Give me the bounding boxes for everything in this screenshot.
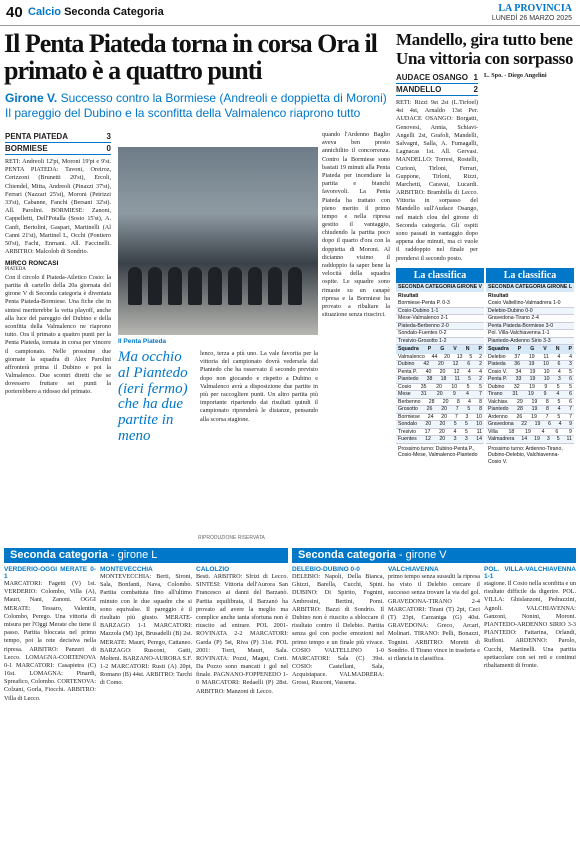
table-cell: 8 [546,406,549,412]
table-cell: 2 [479,376,482,382]
table-cell: Mese [398,391,411,397]
bottom-column-text: DELEBIO: Napoli, Della Bianca, Ghizzi, Barella, Cucchi, Spini. DUBINO: Di Spirito, Fognini, Ambrosini, Bertini, Pomi. ARBITRO: Bazzi di Sondrio. Il Dubino non è riuscito a sbloccare il risultato contro il Delebio. Partita senza gol con poche emozioni nel primo tempo e un finale più vivace. COSIO VALTELLINO 1-0 MARCATORI: Sala (C) 39st. COSIO: Castellani, Sala, Acquistapace. VALMADRERA: Grossi, Rusconi, Vassena. [292,573,384,687]
table-cell: 3 [464,436,468,442]
player-figure [208,267,222,305]
table-cell: 31 [512,391,519,397]
side-score-home: AUDACE OSANGO 1 [396,73,478,82]
table-cell: Tresivio [398,428,416,435]
player-figure [288,267,302,305]
table-cell: 29 [516,398,523,405]
table-cell: 5 [469,353,473,360]
table-cell: 4 [557,353,561,360]
table-row [396,354,484,362]
table-cell: 5 [556,383,560,390]
table-cell: 6 [467,361,471,367]
results-title: Risultati [398,292,419,299]
table-cell: 6 [555,428,559,435]
table-cell: Piantedo [398,376,419,382]
side-headline: Mandello, gira tutto bene Una vittoria con sorpasso [396,30,574,69]
table-cell: 5 [465,428,468,435]
table-cell: Grosotto [398,406,418,412]
table-cell: 8 [479,398,482,405]
table-cell: 3 [569,361,572,367]
pull-quote: Ma occhio al Piantedo (ieri fermo) che ha due partite in meno [118,349,188,444]
table-cell: 20 [439,421,446,427]
byline: MIRCO RONCASI [5,260,59,268]
table-rows [396,354,484,444]
column-header: N [465,346,470,352]
subsection-name: Seconda Categoria [64,6,164,18]
table-cell: 9 [452,391,456,397]
table-cell: 44 [431,353,438,360]
table-cell: 24 [427,413,434,420]
column-header: N [555,346,560,352]
table-cell: 12 [452,361,459,367]
table-cell: Ardenno [488,413,508,420]
table-cell: 33 [515,376,522,382]
result-item: Penta Piateda-Bormiese 3-0 [486,323,574,331]
issue-date: LUNEDÌ 26 MARZO 2025 [491,15,572,22]
player-figure [248,267,262,305]
table-cell: 12 [453,368,460,375]
article-column-2: lenco, terza a più uno. La vale favorita per la vittoria del campionato dovrà vedersela dal Piantedo che ha osservato il secondo previsto dopo non giocando e rispetto a Dubino e Valmalenco avrà a disposizione due partite in più per raccogliere punti. Un altro partita più importante ripartendo dai risultati quindi il campionato riprenderà le distanze, pensando alla scorsa stagione. [200,350,318,423]
table-cell: 5 [557,413,561,420]
result-item: Pol. Villa-Valchiavenna 1-1 [486,330,574,338]
bottom-column [388,566,480,846]
table-cell: 8 [545,398,549,405]
table-row [396,391,484,399]
table-cell: 5 [464,421,468,427]
result-item: Gravedona-Tirano 2-4 [486,315,574,323]
table-cell: Piateda [488,361,506,367]
table-cell: 2 [479,353,482,360]
table-cell: 11 [543,353,549,360]
table-row [396,436,484,444]
table-cell: Sondalo [398,421,418,427]
table-cell: 31 [420,391,427,397]
bottom-column-text: primo tempo senza sussulti la ripresa ha visto il Delebio cercare il successo senza trovare la via del gol. GRAVEDONA-TIRANO 2-4 MARCATORI: Tirani (T) 2pt, Ceci (T) 23pt, Carzaniga (G) 40st. GRAVEDONA: Greco, Arcari, Molinari. TIRANO: Pelli, Bonazzi, Tognini. ARBITRO: Moretti di Sondrio. Il Tirano vince in trasferta e si rilancia in classifica. [388,573,480,662]
column-header: P [427,346,432,352]
score-home: PENTA PIATEDA 3 [5,132,111,141]
table-cell: 12 [425,436,431,442]
table-row [396,384,484,392]
player-figure [228,267,242,305]
table-cell: 32 [513,383,520,390]
table-cell: 9 [543,391,547,397]
bottom-column [292,566,384,846]
table-cell: 10 [476,421,482,427]
bottom-column-text: stagione. Il Cosio nella sconfitta e un risultato difficile da digerire. POL. VILLA: Ghislanzoni, Pedrazzini, Agnoli. VALCHIAVENNA: Ganzoni, Nonini, Moroni. PIANTEDO-ARDENNO SIRIO 3-3 PIANTEDO: Fattarina, Orlandi, Ruffoni. ARDENNO: Parolo, Cucchi, Martinelli. Una partita spettacolare con sei reti e continui ribaltamenti di fronte. [484,580,576,669]
bottom-column-title: DELEBIO-DUBINO 0-0 [292,566,360,573]
table-cell: 19 [534,421,541,427]
article-column-3: quando l'Ardenno Baglio aveva ben presto annichilito il concorrenza. Contro la Bormiese sono bastati 19 minuti alla Penta Piateda per incendiare la partita e bianchi favorevoli. La Penta Piateda ha trattato con pieno merito il primo tempo e nella ripresa gestito il vantaggio, chiudendo la partita poco dopo il quarto d'ora con la doppietta di Moroni. Al dicianno visimo il raddoppio fa saper bene la velocità della squadra ospite. Le squadre sono rimaste su un canapè ripresa e la Bormiese ha provato a ribaltare la situazione senza riuscirci. [322,131,390,319]
standings-table-right [486,268,574,467]
table-cell: 7 [569,406,572,412]
results-list [396,300,484,345]
article-column-1 [5,131,111,541]
table-cell: Penta P. [398,368,418,375]
table-title: La classifica [486,268,574,283]
bottom-column [196,566,288,846]
table-cell: 19 [531,406,538,412]
results-list [486,300,574,345]
table-cell: 10 [543,368,550,375]
player-figure [168,267,182,305]
table-cell: 2 [479,361,482,367]
table-cell: 6 [569,376,572,382]
score-away: BORMIESE 0 [5,144,111,153]
player-figure [268,267,282,305]
table-cell: Cosio [398,383,412,390]
table-row [486,399,574,407]
table-cell: 5 [479,383,482,390]
table-subtitle: SECONDA CATEGORIA GIRONE V [398,284,482,290]
table-cell: 19 [529,368,536,375]
table-cell: 22 [521,421,528,427]
table-row [396,376,484,384]
table-cell: 5 [557,398,561,405]
result-item: Mese-Valmalenco 2-1 [396,315,484,323]
side-byline: L. Spo. - Diego Angelini [484,72,547,79]
table-cell: Berbenno [398,398,421,405]
table-cell: 10 [543,376,550,382]
table-row [486,384,574,392]
section-name: Calcio [28,6,62,18]
table-cell: 19 [531,413,537,420]
side-body: RETI: Rizzi 9st 2st (L.Tirfoel) 4st 4st, Arnaldo 13st Per. AUDACE OSANGO: Borgatti, Genovesi, Annia, Schiavi-Angelli 2st, Grafoli, Mandelli, Salvagni, Salla, A. Fumagalli, Lagnacas 1st. All. Gervasi. MANDELLO: Torresi, Rostelli, Curioni, Tirloni, Ferrari, Guppone, Tirloni, Rizzi, Marchetti, Caravai, Lucardi. ARBITRO: Brambilla di Lecco. Vittoria in sorpasso del Mandello sull'Audace Osango, nel match clou del girone di Seconda categoria. Gli ospiti sono passati in vantaggio dopo appena due minuti, ma ci vuole il raddoppio nel finale per prendersi il secondo posto. [396,99,478,262]
side-article-cont [484,72,576,262]
result-item: Cosio-Dubino 1-1 [396,308,484,316]
bottom-column-text: MARCATORI: Fagetti (V) 1st. VERDERIO: Colombo, Villa (A), Mauri, Nani, Zanoni. OGGI MERATE: Tessaro, Valentin, Colombo, Perego. Una vittoria di misura per l'Oggi Merate che tiene il passo. Partita bloccata nel primo tempo, poi la rete decisiva nella ripresa. ARBITRO: Panzeri di Lecco. LOMAGNA-CORTENOVA 0-1 MARCATORI: Casapietra (C) 16st. LOMAGNA: Pinardi, Spreafico, Colombo. CORTENOVA: Colzani, Gorla, Fiocchi. ARBITRO: Villa di Lecco. [4,580,96,702]
table-cell: 7 [569,413,572,420]
table-cell: 35 [420,383,427,390]
result-item: Bormiese-Penta P. 0-3 [396,300,484,308]
table-cell: Villa [488,428,498,435]
table-cell: 19 [534,436,540,442]
table-row [486,369,574,377]
table-cell: 38 [426,376,433,382]
results-title: Risultati [488,292,509,299]
table-cell: Fuentes [398,436,417,442]
table-cell: 19 [528,361,535,367]
table-cell: 6 [569,398,572,405]
table-cell: 5 [569,368,572,375]
newspaper-logo: LA PROVINCIA [498,3,572,14]
table-row [486,429,574,437]
next-round: Prossimo turno: Dubino-Penta P., Cosio-Mese, Valmalenco-Piantedo [398,445,478,458]
table-cell: 11 [454,376,460,382]
dateline: PIATEDA [5,267,26,273]
table-cell: 7 [479,391,482,397]
table-cell: 19 [527,391,534,397]
table-cell: 20 [436,391,443,397]
table-cell: 3 [557,376,561,382]
main-subhead [5,91,388,121]
bottom-column-title: POL. VILLA-VALCHIAVENNA 1-1 [484,566,576,580]
table-cell: 36 [514,361,521,367]
table-cell: 4 [558,421,562,427]
player-figure [128,267,142,305]
table-cell: 8 [479,406,482,412]
bottom-column [484,566,576,846]
column-header: V [453,346,457,352]
table-row [396,369,484,377]
result-item: Cosio Valtellino-Valmadrera 1-0 [486,300,574,308]
table-cell: 34 [515,368,522,375]
table-cell: 14 [476,436,482,442]
photo-caption: Il Penta Piateda [118,338,167,345]
table-cell: Valmadrera [488,436,515,442]
table-cell: 11 [476,428,482,435]
side-article [396,72,478,262]
table-cell: 20 [444,353,450,360]
table-cell: 20 [439,436,446,442]
bottom-column-text: Besti. ARBITRO: Sfrizi di Lecco. SINTESI: Vittoria dell'Aurora San Francesco ai danni del Barzanò. Partita equilibrata, il Barzanò ha provato ad avere la meglio ma complice anche tanta sfortuna non è riuscito ad entrare. POL 2001-ROVINATA 2-2 MARCATORI: Garda (P) 5st, Riva (P) 31st. POL 2001: Torri, Mauri, Sala. ROVINATA: Pozzi, Magni, Corti. Da Pozzo sono mancati i gol nel finale. PAGNANO-FOPPENEDO 1-0 MARCATORI: Redaelli (P) 28st. ARBITRO: Manzoni di Lecco. [196,573,288,695]
table-header [486,345,574,354]
table-cell: 19 [529,383,535,390]
team-photo [118,147,318,335]
table-cell: 20 [437,361,444,367]
table-cell: Valmalenco [398,353,425,360]
table-cell: 5 [468,376,471,382]
table-row [486,376,574,384]
next-round: Prossimo turno: Ardenno-Tirano, Dubino-Delebio, Valchiavenna-Cosio V. [488,445,563,465]
bottom-column-title: VALCHIAVENNA [388,566,439,573]
table-cell: 13 [456,353,463,360]
table-cell: 7 [455,406,459,412]
table-row [396,421,484,429]
table-subtitle: SECONDA CATEGORIA GIRONE L [488,284,572,290]
table-cell: 11 [566,436,572,442]
section-band-left: Seconda categoria - girone L [4,548,288,563]
bottom-column [100,566,192,846]
table-row [396,429,484,437]
page-header [0,0,580,26]
column-header: Squadra [398,346,419,352]
bottom-column [4,566,96,846]
result-item: Sondalo-Fuentes 0-2 [396,330,484,338]
table-cell: 6 [557,361,561,367]
table-cell: 26 [426,406,433,412]
table-cell: 28 [517,406,523,412]
table-cell: 9 [544,383,548,390]
table-cell: 5 [467,406,471,412]
table-cell: 4 [453,428,457,435]
table-header [396,345,484,354]
table-row [486,421,574,429]
subhead-text: Successo contro la Bormiese (Andreoli e doppietta di Moroni) Il pareggio del Dubino e la sconfitta della Valmalenco riaprono tutto [5,91,387,120]
table-cell: 14 [521,436,528,442]
column-header: P [517,346,522,352]
standings-table-left [396,268,484,461]
table-row [396,361,484,369]
bottom-column-title: MONTEVECCHIA [100,566,153,573]
section-label [28,6,164,18]
table-cell: Valchiav. [488,398,509,405]
player-figure [148,267,162,305]
table-cell: 17 [424,428,431,435]
table-cell: 10 [476,413,482,420]
table-cell: 6 [569,391,572,397]
table-cell: Penta P. [488,376,508,382]
player-figure [188,267,202,305]
table-cell: Gravedona [488,421,514,427]
table-cell: Delebio [488,353,506,360]
table-cell: 20 [439,428,445,435]
column-header: G [530,346,535,352]
table-cell: 19 [528,353,535,360]
table-cell: 5 [556,436,560,442]
table-cell: Dubino [488,383,505,390]
table-cell: 4 [541,428,545,435]
table-cell: 8 [456,398,460,405]
table-title: La classifica [396,268,484,283]
table-row [396,406,484,414]
table-row [396,399,484,407]
table-cell: 9 [569,421,572,427]
table-cell: 4 [467,368,471,375]
table-cell: Dubino [398,361,415,367]
result-item: Piantedo-Ardenno Sirio 3-3 [486,338,574,346]
column-header: G [440,346,445,352]
table-cell: 20 [439,368,446,375]
table-cell: 37 [514,353,521,360]
table-rows [486,354,574,444]
table-cell: 7 [545,413,549,420]
result-item: Tresivio-Grosotto 1-2 [396,338,484,346]
table-cell: 4 [465,391,469,397]
table-cell: Bormiese [398,413,420,420]
table-cell: 4 [557,368,561,375]
bottom-column-title: CALOLZIO [196,566,230,573]
table-cell: 10 [451,383,458,390]
table-cell: 3 [453,436,457,442]
table-cell: 19 [531,398,538,405]
table-cell: 26 [516,413,523,420]
table-cell: Piantedo [488,406,509,412]
main-headline: Il Penta Piateda torna in corsa Ora il primato è a quattro punti [4,29,377,86]
table-cell: 4 [467,398,471,405]
table-cell: 4 [479,368,482,375]
table-cell: 5 [569,383,572,390]
table-cell: 20 [441,406,447,412]
table-cell: 6 [548,421,551,427]
result-item: Piateda-Berbenno 2-0 [396,323,484,331]
table-cell: 28 [428,398,435,405]
table-row [486,406,574,414]
table-cell: 4 [556,391,560,397]
table-row [486,354,574,362]
table-row [486,361,574,369]
table-row [486,391,574,399]
table-cell: 5 [453,421,457,427]
column-header: P [478,346,482,352]
section-band-right: Seconda categoria - girone V [292,548,576,563]
table-cell: 7 [454,413,458,420]
table-cell: 10 [543,361,549,367]
table-cell: 4 [557,406,561,412]
table-cell: 5 [466,383,470,390]
table-cell: 3 [465,413,469,420]
table-cell: 19 [525,428,531,435]
table-cell: 42 [423,361,430,367]
column-header: Squadra [488,346,509,352]
reproduction-credit: RIPRODUZIONE RISERVATA [198,535,265,541]
page-number: 40 [6,4,23,21]
table-cell: 18 [440,376,447,382]
table-cell: Tirano [488,391,503,397]
table-cell: 3 [546,436,550,442]
table-cell: 9 [569,428,572,435]
table-row [486,414,574,422]
column-header: P [568,346,572,352]
subhead-lead: Girone V. [5,91,58,105]
table-cell: 20 [441,413,448,420]
table-cell: 18 [508,428,515,435]
table-cell: Cosio V. [488,368,508,375]
table-cell: 20 [425,421,432,427]
match-report: RETI: Andreoli 12'pt, Moroni 19'pt e 9'st. PENTA PIATEDA: Tavoni, Oreiroz, Cerizzoni (Brunetti 20'st), Ercoli, Chiendel, Mitta, Andreoli (Pinazzi 37'st), Ferrari (Nazzari 25'st), Moroni (Petrizzi 33'st), Cabanne, Fanchi (Bersani 32'st). All. Parolini. BORMIESE: Zanoni, Cappelletti, Dell'Potalla (Sosio 15'st), A. Canfi, Bertolini, Gaspari, Martinelli (Al Canni 21'st), Martinel L, Occhi (Pontiero 50'st), Fachi, Enrnani. All. Faccinelli. ARBITRO: Malcolob di Sondrio. [5,158,111,256]
table-row [396,414,484,422]
bottom-column-title: VERDERIO-OGGI MERATE 0-1 [4,566,96,580]
table-cell: 40 [425,368,432,375]
table-cell: 20 [442,398,449,405]
side-score-away: MANDELLO 2 [396,85,478,94]
result-item: Delebio-Dubino 0-0 [486,308,574,316]
article-body: Con il circolo il Piateda-Atletico Cosio: la partita di cartello della 20a giornata del girone V di Seconda categoria è diventata Penta Piateda-Bormiese. Una fiche che in sintesi meriterebbe la vetta playoff, anche alla luce del pareggio del Dubino e della sconfitta della Valmalenco ne riaprono tutto. Ora il primato a quattro punti per la Penta Piateda, tornata in corsa per vincere il campionato. Nelle prossime due giornate la squadra di Alex Parolini affronterà prima il Dubino e poi la Valmalenco. Due scontri diretti che se dovessero fruttare sei punti la porterebbero a ridosso del primato. [5,273,111,396]
table-cell: 19 [529,376,536,382]
column-header: V [543,346,547,352]
table-row [486,436,574,444]
bottom-column-text: MONTEVECCHIA: Berti, Sironi, Sala, Bonfanti, Nava, Colombo. Partita combattuta fino all'ultimo minuto con le due squadre che si sono equivalse. Il pareggio è il risultato più giusto. MERATE-BARZAGO 1-1 MARCATORI: Mazzola (M) 1pt, Brusadelli (B) 2st. MERATE: Mauri, Perego, Cattaneo. BARZAGO: Rusconi, Gatti, Molteni. BARZANO-AURORA S.F. 1-2 MARCATORI: Rusti (A) 20pt, Romano (B) 44st. ARBITRO: Tarchi di Como. [100,573,192,687]
table-cell: 20 [436,383,442,390]
table-cell: 4 [569,353,572,360]
